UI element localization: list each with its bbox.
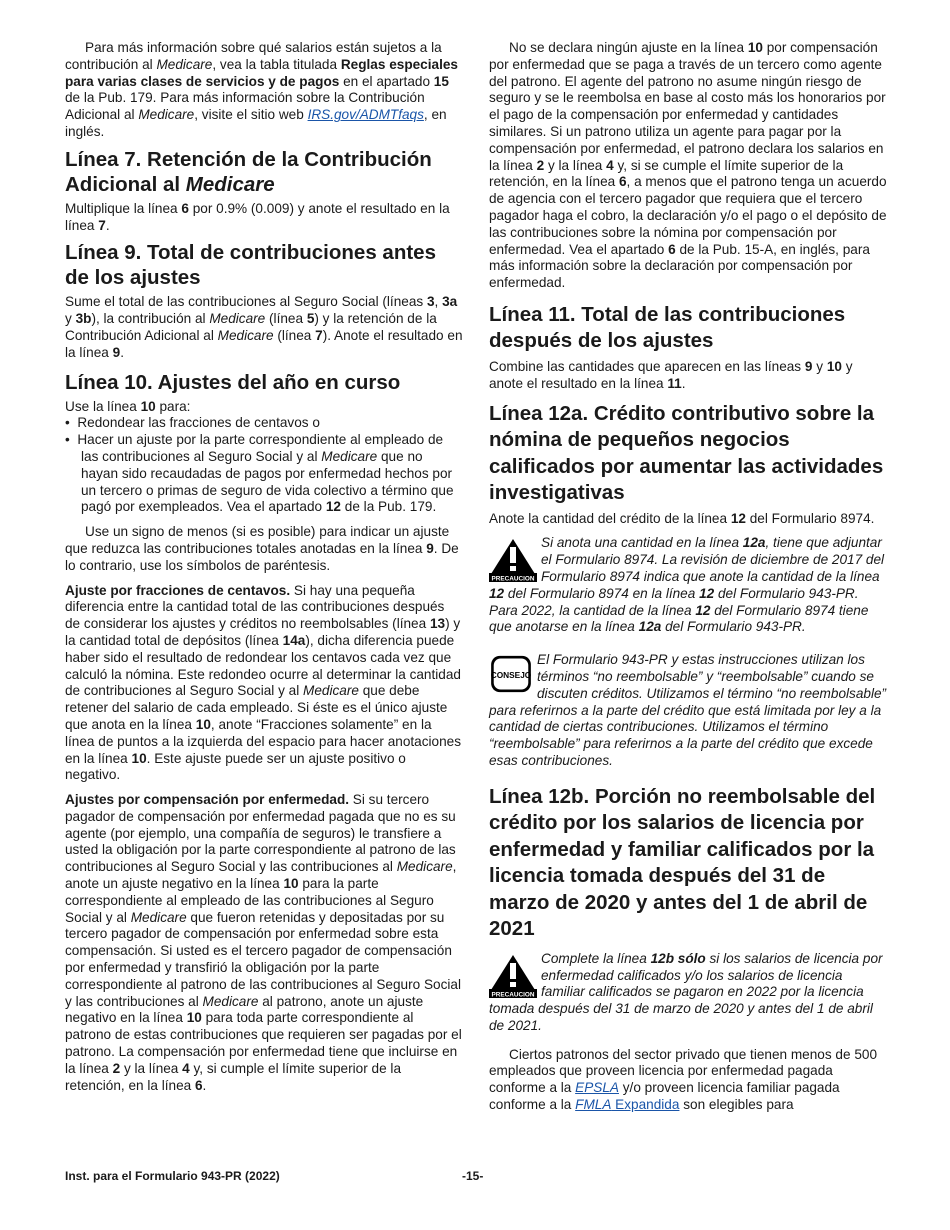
epsla-link[interactable]: EPSLA <box>575 1080 619 1096</box>
svg-text:CONSEJO: CONSEJO <box>490 670 532 681</box>
footer-form-title: Inst. para el Formulario 943-PR (2022) <box>65 1169 280 1183</box>
eligible-employers-paragraph: Ciertos patronos del sector privado que tienen menos de 500 empleados que proveen licencia por enfermedad pagada conforme a la EPSLA y/o proveen licencia familiar pagada conforme a la FMLA Expandida son elegibles para <box>489 1046 878 1113</box>
line-12a-paragraph: Anote la cantidad del crédito de la línea 12 del Formulario 8974. <box>489 510 875 526</box>
page-number: -15- <box>462 1169 484 1183</box>
fmla-expandida-link[interactable]: FMLA Expandida <box>575 1097 680 1113</box>
caution-note-12a: PRECAUCION Si anota una cantidad en la línea 12a, tiene que adjuntar el Formulario 8974. La revisión de diciembre de 2017 del Formulario 8974 indica que anote la cantidad de la línea 12 del Formulario 8974 en la línea 12 del Formulario 943-PR. Para 2022, la cantidad de la línea 12 del Formulario 8974 tiene que anotarse en la línea 12a del Formulario 943-PR. <box>489 535 885 635</box>
line-7-paragraph: Multiplique la línea 6 por 0.9% (0.009) y anote el resultado en la línea 7. <box>65 200 450 233</box>
line-10-intro: Use la línea 10 para: <box>65 398 191 414</box>
svg-text:PRECAUCION: PRECAUCION <box>491 991 535 998</box>
heading-line-12a: Línea 12a. Crédito contributivo sobre la nómina de pequeños negocios calificados por aumentar las actividades investigativas <box>489 401 884 505</box>
bullet-icon: • <box>65 432 78 448</box>
line-9-paragraph: Sume el total de las contribuciones al Seguro Social (líneas 3, 3a y 3b), la contribución al Medicare (línea 5) y la retención de la Contribución Adicional al Medicare (línea 7). Anote el resultado en la línea 9. <box>65 294 463 360</box>
sick-pay-paragraph: Ajustes por compensación por enfermedad. Si su tercero pagador de compensación por enfermedad pagada que no es su agente (por ejemplo, una compañía de seguros) le transfiere a usted la obligación por la parte correspondiente al patrono de las contribuciones al Seguro Social y las contribuciones al Medicare, anote un ajuste negativo en la línea 10 para la parte correspondiente al empleado de las contribuciones al Seguro Social y al Medicare que fueron retenidas y depositadas por su tercero pagador de compensación por enfermedad sobre esta compensación. Si usted es el tercero pagador de compensación por enfermedad y transfirió la obligación por la parte correspondiente al patrono de las contribuciones al Seguro Social y las contribuciones al Medicare al patrono, anote un ajuste negativo en la línea 10 para toda parte correspondiente al patrono de estas contribuciones que requieren ser pagadas por el patrono. La compensación por enfermedad tiene que incluirse en la línea 2 y la línea 4 y, si cumple el límite superior de la retención, en la línea 6. <box>65 792 462 1093</box>
caution-note-12b: PRECAUCION Complete la línea 12b sólo si los salarios de licencia por enfermedad calificados y/o los salarios de licencia familiar calificados se pagaron en 2022 por la licencia tomada después del 31 de marzo de 2020 y antes del 1 de abril de 2021. <box>489 950 883 1033</box>
admtfaqs-link[interactable]: IRS.gov/ADMTfaqs <box>307 107 424 123</box>
heading-line-10: Línea 10. Ajustes del año en curso <box>65 370 401 394</box>
intro-paragraph: Para más información sobre qué salarios están sujetos a la contribución al Medicare, vea la tabla titulada Reglas especiales para varias clases de servicios y de pagos en el apartado 15 de la Pub. 179. Para más información sobre la Contribución Adicional al Medicare, visite el sitio web IRS.gov/ADMTfaqs, en inglés. <box>65 40 458 139</box>
list-item: • Hacer un ajuste por la parte correspondiente al empleado de las contribuciones al Seguro Social y al Medicare que no hayan sido recaudadas de pagos por enfermedad hechos por un tercero o primas de seguro de vida colectivo a término que pagó por exempleados. Vea el apartado 12 de la Pub. 179. <box>65 432 454 515</box>
heading-line-12b: Línea 12b. Porción no reembolsable del crédito por los salarios de licencia por enfermedad y familiar calificados por la licencia tomada después del 31 de marzo de 2020 y antes del 1 de abril de 2021 <box>489 784 876 941</box>
heading-line-9: Línea 9. Total de contribuciones antes de los ajustes <box>65 241 436 290</box>
tip-note: CONSEJO El Formulario 943-PR y estas instrucciones utilizan los términos “no reembolsable” y “reembolsable” cuando se discuten créditos. Utilizamos el término “no reembolsable” para referirnos a la parte del crédito que está limitada por ley a la cantidad de ciertas contribuciones. Utilizamos el término “reembolsable” para referirnos a la parte del crédito que excede esas contribuciones. <box>489 652 887 768</box>
right-column <box>489 40 887 1114</box>
line-11-paragraph: Combine las cantidades que aparecen en las líneas 9 y 10 y anote el resultado en la línea 11. <box>489 358 853 391</box>
svg-text:PRECAUCION: PRECAUCION <box>491 575 535 583</box>
minus-sign-paragraph: Use un signo de menos (si es posible) para indicar un ajuste que reduzca las contribuciones totales anotadas en la línea 9. De lo contrario, use los símbolos de paréntesis. <box>65 524 459 573</box>
tip-icon <box>489 655 533 693</box>
fractions-paragraph: Ajuste por fracciones de centavos. Si hay una pequeña diferencia entre la cantidad total de las contribuciones después de considerar los ajustes y créditos no reembolsables (línea 13) y la cantidad total de depósitos (línea 14a), dicha diferencia puede haber sido el resultado de redondear los centavos cada vez que calculó la nómina. Este redondeo ocurre al determinar la cantidad de contribuciones al Seguro Social y al Medicare que debe retener del salario de cada empleado. Si éste es el único ajuste que anota en la línea 10, anote “Fracciones solamente” en la línea de puntos a la izquierda del espacio para hacer anotaciones en la línea 10. Este ajuste puede ser un ajuste positivo o negativo. <box>65 582 462 783</box>
bullet-icon: • <box>65 415 78 431</box>
caution-icon <box>489 538 537 582</box>
list-item: • Redondear las fracciones de centavos o <box>65 415 320 431</box>
caution-icon <box>489 954 537 998</box>
heading-line-7: Línea 7. Retención de la Contribución Adicional al Medicare <box>65 147 432 196</box>
agent-paragraph: No se declara ningún ajuste en la línea 10 por compensación por enfermedad que se paga a través de un tercero como agente del patrono. El agente del patrono no asume ningún riesgo de seguro y se le reembolsa en base al costo más los honorarios por el pago de la compensación por enfermedad y cantidades similares. Si un patrono utiliza un agente para pagar por la compensación por enfermedad, el patrono declara los salarios en la línea 2 y la línea 4 y, si se cumple el límite superior de la retención, en la línea 6, a menos que el patrono tenga un acuerdo de agencia con el tercero pagador que requiera que el tercero pagador haga el cobro, la declaración y/o el pago o el depósito de las contribuciones sobre la nómina por compensación por enfermedad. Vea el apartado 6 de la Pub. 15-A, en inglés, para más información sobre la declaración por compensación por enfermedad. <box>489 40 887 291</box>
left-column <box>65 40 463 1094</box>
heading-line-11: Línea 11. Total de las contribuciones después de los ajustes <box>489 302 846 353</box>
